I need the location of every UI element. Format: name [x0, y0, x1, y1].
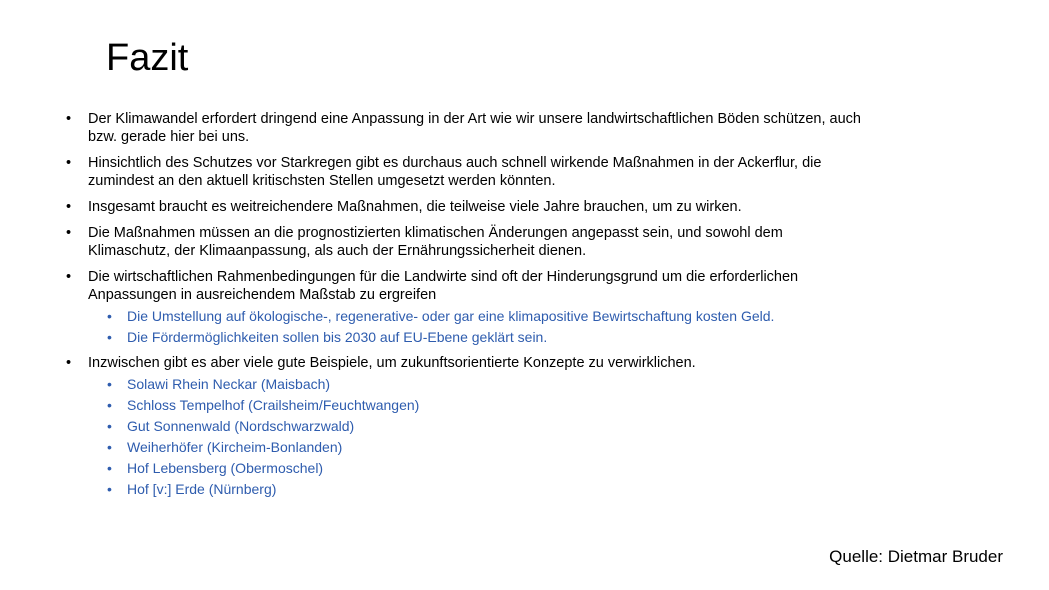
bullet-item — [66, 198, 866, 216]
bullet-text: Hinsichtlich des Schutzes vor Starkregen gibt es durchaus auch schnell wirkende Maßnahmen in der Ackerflur, die zumindest an den aktuell kritischsten Stellen umgesetzt werden könnten. — [88, 155, 822, 189]
bullet-item — [66, 154, 866, 190]
sub-bullet-item: • Hof Lebensberg (Obermoschel) — [88, 459, 866, 477]
sub-bullet-item: • Weiherhöfer (Kircheim-Bonlanden) — [88, 438, 866, 456]
bullet-item — [66, 110, 866, 146]
bullet-text: Die Maßnahmen müssen an die prognostizierten klimatischen Änderungen angepasst sein, und sowohl dem Klimaschutz, der Klimaanpassung, als auch der Ernährungssicherheit dienen. — [88, 225, 783, 259]
sub-bullet-item: • Die Fördermöglichkeiten sollen bis 2030 auf EU-Ebene geklärt sein. — [88, 328, 866, 346]
bullet-text: Der Klimawandel erfordert dringend eine Anpassung in der Art wie wir unsere landwirtschaftlichen Böden schützen, auch bzw. gerade hier bei uns. — [88, 111, 861, 145]
sub-bullet-list — [88, 375, 866, 498]
bullet-item — [66, 268, 866, 346]
sub-bullet-item: • Schloss Tempelhof (Crailsheim/Feuchtwangen) — [88, 396, 866, 414]
sub-bullet-list — [88, 307, 866, 346]
sub-bullet-item: • Hof [v:] Erde (Nürnberg) — [88, 480, 866, 498]
bullet-text: Die wirtschaftlichen Rahmenbedingungen für die Landwirte sind oft der Hinderungsgrund um die erforderlichen Anpassungen in ausreichendem Maßstab zu ergreifen — [88, 269, 799, 303]
bullet-text: Inzwischen gibt es aber viele gute Beispiele, um zukunftsorientierte Konzepte zu verwirklichen. — [88, 355, 696, 371]
source-credit: Quelle: Dietmar Bruder — [829, 547, 1003, 566]
bullet-text: Insgesamt braucht es weitreichendere Maßnahmen, die teilweise viele Jahre brauchen, um zu wirken. — [88, 199, 742, 215]
bullet-list — [66, 110, 866, 506]
bullet-item — [66, 354, 866, 498]
sub-bullet-item: • Gut Sonnenwald (Nordschwarzwald) — [88, 417, 866, 435]
sub-bullet-item: • Die Umstellung auf ökologische-, regenerative- oder gar eine klimapositive Bewirtschaftung kosten Geld. — [88, 307, 866, 325]
slide-title: Fazit — [106, 37, 189, 79]
sub-bullet-item: • Solawi Rhein Neckar (Maisbach) — [88, 375, 866, 393]
bullet-item — [66, 224, 866, 260]
